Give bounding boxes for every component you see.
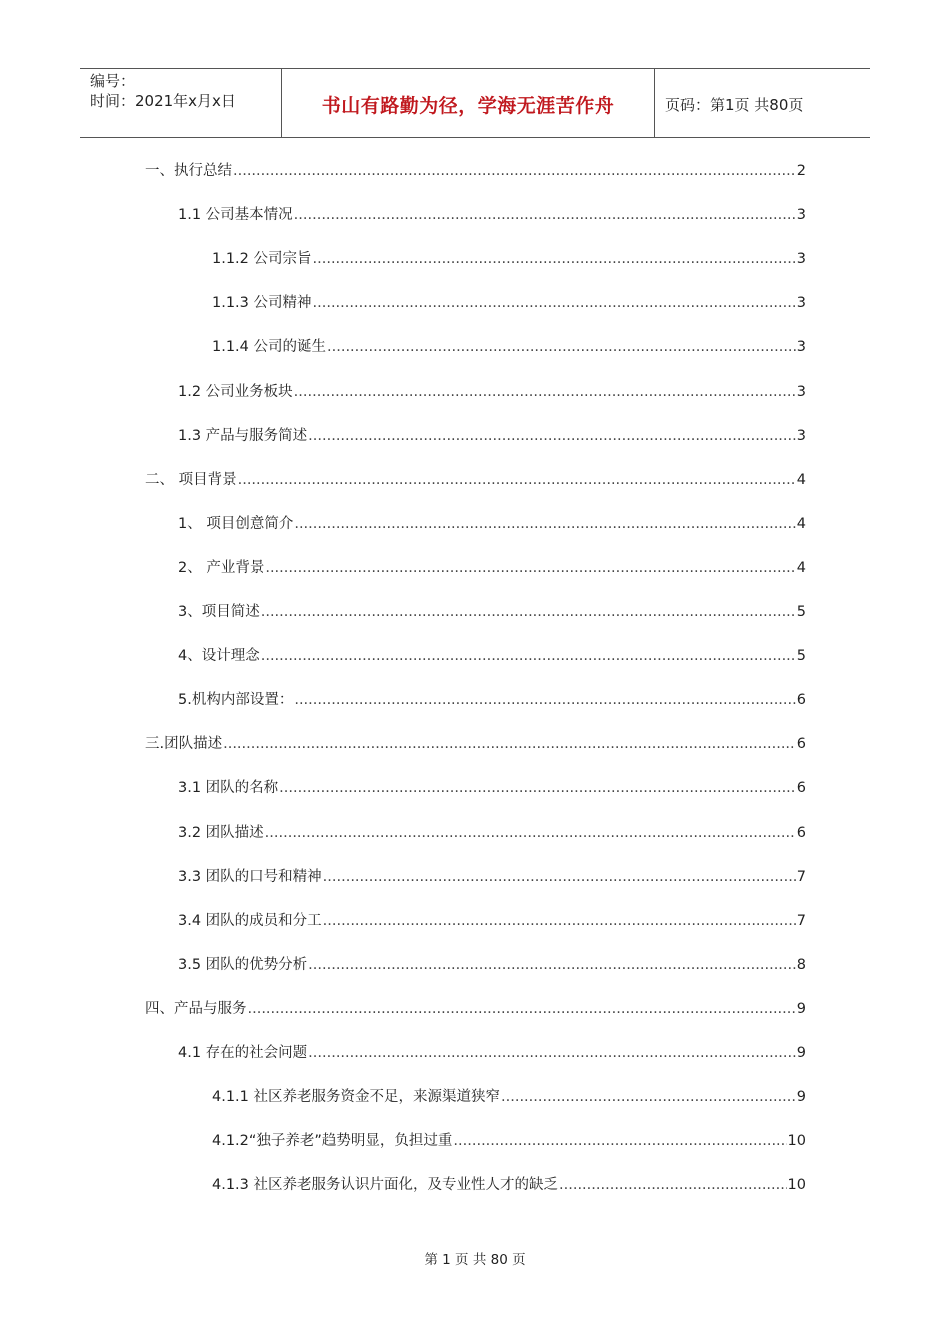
toc-entry-title: 3.4 团队的成员和分工	[178, 913, 322, 929]
toc-entry-title: 3.2 团队描述	[178, 825, 264, 841]
toc-entry-title: 3.1 团队的名称	[178, 780, 279, 796]
toc-dot-leader	[294, 382, 796, 402]
toc-entry-title: 4.1.1 社区养老服务资金不足，来源渠道狭窄	[212, 1089, 501, 1105]
toc-dot-leader	[223, 734, 796, 754]
toc-entry-title: 1.1.4 公司的诞生	[212, 339, 327, 355]
toc-entry-title: 3、项目简述	[178, 604, 260, 620]
toc-dot-leader	[294, 690, 795, 710]
toc-dot-leader	[294, 514, 795, 534]
toc-entry-page-number: 4	[796, 516, 806, 532]
toc-dot-leader	[501, 1087, 796, 1107]
header-page-info: 页码：第1页 共80页	[665, 96, 804, 114]
toc-entry-title: 1.1.3 公司精神	[212, 295, 312, 311]
toc-entry-page-number: 3	[796, 384, 806, 400]
document-number-label: 编号：	[90, 72, 136, 90]
toc-dot-leader	[453, 1131, 786, 1151]
toc-dot-leader	[265, 823, 796, 843]
toc-dot-leader	[313, 249, 796, 269]
toc-entry-page-number: 2	[796, 163, 806, 179]
toc-entry[interactable]	[145, 161, 806, 181]
toc-dot-leader	[313, 293, 796, 313]
toc-entry-page-number: 3	[796, 251, 806, 267]
toc-entry-page-number: 3	[796, 339, 806, 355]
toc-entry-page-number: 6	[796, 692, 806, 708]
toc-dot-leader	[279, 778, 796, 798]
toc-entry-title: 1.2 公司业务板块	[178, 384, 293, 400]
toc-entry-page-number: 9	[796, 1089, 806, 1105]
toc-entry[interactable]	[145, 999, 806, 1019]
header-motto: 书山有路勤为径，学海无涯苦作舟	[321, 95, 615, 117]
toc-entry-title: 3.5 团队的优势分析	[178, 957, 308, 973]
toc-entry-title: 1.1.2 公司宗旨	[212, 251, 312, 267]
document-time-label: 时间：2021年x月x日	[90, 92, 236, 110]
page-header	[80, 68, 870, 138]
toc-entry[interactable]	[178, 426, 806, 446]
toc-dot-leader	[559, 1175, 787, 1195]
toc-entry-page-number: 9	[796, 1045, 806, 1061]
toc-entry-title: 1、 项目创意简介	[178, 516, 294, 532]
toc-dot-leader	[233, 161, 796, 181]
toc-entry-title: 5.机构内部设置：	[178, 692, 294, 708]
toc-entry[interactable]	[178, 602, 806, 622]
toc-entry[interactable]	[212, 337, 806, 357]
toc-entry-title: 1.1 公司基本情况	[178, 207, 293, 223]
toc-dot-leader	[261, 646, 796, 666]
toc-entry-page-number: 6	[796, 780, 806, 796]
toc-entry-page-number: 4	[796, 560, 806, 576]
toc-entry-title: 4、设计理念	[178, 648, 260, 664]
toc-entry-title: 一、执行总结	[145, 163, 232, 179]
header-page-cell	[655, 69, 870, 137]
toc-entry[interactable]	[178, 382, 806, 402]
toc-entry[interactable]	[212, 1087, 806, 1107]
toc-entry-title: 1.3 产品与服务简述	[178, 428, 308, 444]
toc-entry-title: 4.1 存在的社会问题	[178, 1045, 308, 1061]
toc-entry-page-number: 10	[787, 1177, 806, 1193]
toc-dot-leader	[294, 205, 796, 225]
toc-entry[interactable]	[145, 734, 806, 754]
toc-entry-page-number: 3	[796, 428, 806, 444]
toc-entry[interactable]	[212, 249, 806, 269]
page-footer: 第 1 页 共 80 页	[424, 1252, 526, 1268]
toc-entry[interactable]	[178, 690, 806, 710]
toc-dot-leader	[323, 911, 796, 931]
toc-entry[interactable]	[178, 955, 806, 975]
toc-entry-page-number: 4	[796, 472, 806, 488]
toc-entry-title: 二、 项目背景	[145, 472, 237, 488]
toc-entry[interactable]	[178, 205, 806, 225]
toc-dot-leader	[308, 1043, 796, 1063]
toc-entry[interactable]	[212, 1131, 806, 1151]
toc-entry[interactable]	[178, 514, 806, 534]
toc-entry-title: 2、 产业背景	[178, 560, 265, 576]
toc-entry-page-number: 7	[796, 913, 806, 929]
toc-dot-leader	[261, 602, 796, 622]
toc-dot-leader	[238, 470, 796, 490]
toc-entry[interactable]	[178, 911, 806, 931]
toc-entry-page-number: 7	[796, 869, 806, 885]
toc-entry[interactable]	[178, 867, 806, 887]
header-left-cell	[80, 69, 280, 137]
toc-dot-leader	[308, 955, 796, 975]
toc-entry-page-number: 6	[796, 825, 806, 841]
header-motto-cell	[281, 69, 655, 137]
toc-entry-title: 四、产品与服务	[145, 1001, 247, 1017]
toc-entry-title: 3.3 团队的口号和精神	[178, 869, 322, 885]
toc-entry[interactable]	[212, 1175, 806, 1195]
toc-entry-page-number: 5	[796, 648, 806, 664]
toc-dot-leader	[308, 426, 796, 446]
toc-dot-leader	[327, 337, 796, 357]
toc-entry-page-number: 8	[796, 957, 806, 973]
toc-entry[interactable]	[178, 823, 806, 843]
toc-entry[interactable]	[178, 558, 806, 578]
toc-entry-page-number: 5	[796, 604, 806, 620]
toc-entry-title: 4.1.2“独子养老”趋势明显，负担过重	[212, 1133, 453, 1149]
toc-entry-page-number: 10	[787, 1133, 806, 1149]
toc-entry[interactable]	[178, 778, 806, 798]
toc-entry[interactable]	[145, 470, 806, 490]
toc-entry-page-number: 9	[796, 1001, 806, 1017]
toc-dot-leader	[248, 999, 796, 1019]
toc-entry-title: 三.团队描述	[145, 736, 223, 752]
toc-dot-leader	[265, 558, 795, 578]
toc-entry-page-number: 3	[796, 295, 806, 311]
toc-entry[interactable]	[178, 1043, 806, 1063]
toc-entry-page-number: 3	[796, 207, 806, 223]
toc-entry[interactable]	[212, 293, 806, 313]
toc-dot-leader	[323, 867, 796, 887]
toc-entry-page-number: 6	[796, 736, 806, 752]
toc-entry-title: 4.1.3 社区养老服务认识片面化，及专业性人才的缺乏	[212, 1177, 559, 1193]
toc-entry[interactable]	[178, 646, 806, 666]
